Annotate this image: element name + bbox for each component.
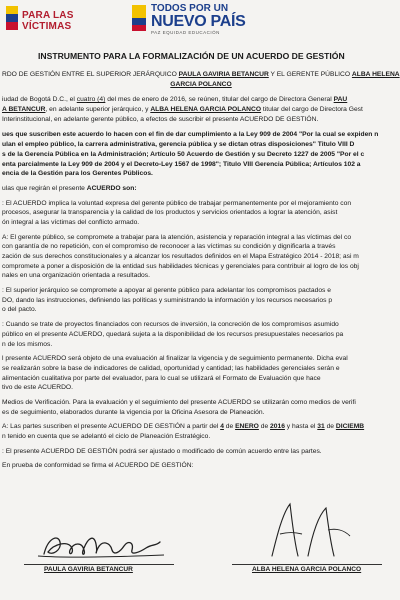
text-run: PAULA GAVIRIA BETANCUR (178, 71, 269, 78)
text-line (0, 408, 400, 418)
text-run: 2016 (270, 423, 285, 431)
text-line (0, 150, 400, 160)
text-run: A: El gerente público, se compromete a trabajar para la atención, asistencia y reparación integral a las víctimas del co (2, 233, 352, 241)
text-run: procesos, asegurar la transparencia y la calidad de los productos y servicios orientados a lograr la atención, asist (2, 209, 338, 217)
text-run: DICIEMB (335, 423, 365, 431)
text-line (0, 374, 400, 384)
paragraph-parties (0, 70, 400, 89)
text-line (0, 184, 400, 194)
text-run: alimentación cualitativa por parte del evaluador, para lo cual se utilizará el Formato de Evaluación que hace (2, 374, 321, 382)
text-run: A: Las partes suscriben el presente ACUERDO DE GESTIÓN a partir del (2, 423, 221, 431)
paragraph-legal-basis (0, 130, 400, 178)
clause-first (0, 199, 400, 228)
text-run: ulan el empleo público, la carrera administrativa, gerencia pública y se dictan otras disposiciones" Titulo VIII D (2, 141, 355, 149)
text-line (0, 80, 400, 90)
handwritten-signature-left (24, 528, 174, 562)
text-run: : El presente ACUERDO DE GESTIÓN podrá ser ajustado o modificado de común acuerdo entre las partes. (2, 447, 322, 455)
clause-second (0, 233, 400, 281)
text-run: tivo de este ACUERDO. (2, 384, 73, 392)
signer-name-right: ALBA HELENA GARCIA POLANCO (252, 566, 362, 573)
text-run: Y EL GERENTE PÚBLICO (268, 71, 352, 78)
text-run: ues que suscriben este acuerdo lo hacen con el fin de dar cumplimiento a la Ley 909 de 2004 "Por la cual se expiden n (2, 131, 379, 139)
text-line (0, 262, 400, 272)
clause-fourth (0, 320, 400, 349)
text-line (0, 160, 400, 170)
text-run: compromete a poner a disposición de la entidad sus habilidades técnicas y gerenciales para contribuir al logro de los obj (2, 262, 359, 270)
text-run: ENERO (235, 423, 259, 431)
text-run: l presente ACUERDO será objeto de una evaluación al finalizar la vigencia y de seguimiento permanente. Dicha eval (2, 355, 348, 363)
text-run: : El ACUERDO implica la voluntad expresa del gerente público de trabajar permanentemente por el mejoramiento con (2, 199, 352, 207)
text-run: En prueba de conformidad se firma el ACUERDO DE GESTIÓN: (2, 462, 194, 470)
text-line (0, 271, 400, 281)
text-run: ALBA HELENA (351, 71, 400, 78)
text-line (0, 140, 400, 150)
text-run: ón integral a las víctimas del conflicto armado. (2, 218, 140, 226)
text-line (0, 169, 400, 179)
text-run: de (223, 423, 236, 431)
text-line (0, 432, 400, 442)
text-run: enta parcialmente la Ley 909 de 2004 y el Decreto-Ley 1567 de 1998"; Titulo VIII Gerencia Pública; Artículos 102 a (2, 160, 361, 168)
text-run: GARCIA POLANCO (170, 80, 232, 88)
logo-right-line2: NUEVO PAÍS (151, 13, 246, 30)
logo-right-line3: PAZ EQUIDAD EDUCACIÓN (151, 30, 220, 35)
text-run: iudad de Bogotá D.C., el (2, 96, 77, 104)
text-run: nales en una organización orientada a resultados. (2, 272, 150, 280)
text-line (0, 242, 400, 252)
text-run: se realizarán sobre la base de indicadores de calidad, oportunidad y cantidad; las habilidades gerenciales serán e (2, 364, 340, 372)
text-run: del mes de enero de 2016, se reúnen, titular del cargo de Directora General (105, 96, 334, 104)
text-run: con garantía de no repetición, con el compromiso de reconocer a las víctimas su condición y dignificarla a través (2, 243, 336, 251)
paragraph-meeting (0, 95, 400, 124)
document-title: INSTRUMENTO PARA LA FORMALIZACIÓN DE UN ACUERDO DE GESTIÓN (38, 51, 345, 61)
text-line (0, 364, 400, 374)
text-line (0, 398, 400, 408)
text-run: : El superior jerárquico se compromete a apoyar al gerente público para adelantar los compromisos pactados e (2, 287, 331, 295)
text-run: zación de sus derechos constitucionales y a alcanzar los resultados definidos en el Mapa Estratégico 2014 - 2018; asi m (2, 253, 359, 260)
text-line (0, 115, 400, 125)
signature-line-left (24, 564, 174, 565)
text-run: 4 (220, 423, 224, 431)
colombia-flag-icon (132, 5, 146, 31)
text-run: o del pacto. (2, 306, 37, 314)
signature-block-left (24, 528, 174, 573)
text-run: Medios de Verificación. Para la evaluación y el seguimiento del presente ACUERDO se utilizarán como medios de verifi (2, 398, 356, 406)
text-run: n tenido en cuenta que se adelantó el ciclo de Planeación Estratégico. (2, 433, 211, 440)
text-line (0, 305, 400, 315)
handwritten-signature-right (232, 500, 382, 562)
text-line (0, 340, 400, 350)
text-run: A BETANCUR (2, 106, 46, 114)
text-run: RDO DE GESTIÓN ENTRE EL SUPERIOR JERÁRQUICO (2, 71, 179, 78)
document-body (0, 70, 400, 471)
text-line (0, 218, 400, 228)
clause-third (0, 286, 400, 315)
text-run: encia de la Gestión para los Gerentes Públicos. (2, 170, 153, 178)
text-run: : Cuando se trate de proyectos financiados con recursos de inversión, la concreción de los compromisos asumido (2, 321, 339, 329)
text-run: de (258, 423, 271, 431)
text-run: DO, dando las instrucciones, definiendo las políticas y suministrando la información y los recursos necesarios p (2, 296, 333, 304)
text-run: 31 (317, 423, 325, 431)
text-line (0, 208, 400, 218)
text-run: de (324, 423, 336, 431)
text-line (0, 461, 400, 471)
text-run: s de la Gerencia Pública en la Administración; Artículo 50 Acuerdo de Gestión y su Decreto 1227 de 2005 "Por el c (2, 150, 365, 158)
clause-seventh (0, 422, 400, 441)
text-run: Interinstitucional, en adelante gerente público, a efectos de suscribir el presente ACUERDO DE GESTIÓN. (2, 115, 319, 123)
text-line (0, 95, 400, 105)
signer-name-left: PAULA GAVIRIA BETANCUR (44, 566, 133, 573)
text-line (0, 422, 400, 432)
text-line (0, 70, 400, 80)
text-run: ACUERDO son: (86, 184, 137, 192)
text-line (0, 330, 400, 340)
text-run: y hasta el (284, 423, 318, 431)
text-run: titular del cargo de Directora Gest (261, 106, 363, 114)
text-run: público en el presente ACUERDO, quedará sujeta a la disponibilidad de los recursos presupuestales necesarios pa (2, 330, 344, 338)
victims-unit-logo (6, 4, 116, 34)
text-line (0, 320, 400, 330)
logo-color-bars (6, 6, 18, 30)
closing-statement (0, 461, 400, 471)
government-logo (132, 2, 292, 36)
paragraph-clauses-intro (0, 184, 400, 194)
text-line (0, 130, 400, 140)
text-run: n de los mismos. (2, 340, 53, 348)
logo-left-text: PARA LAS VÍCTIMAS (22, 10, 74, 32)
text-line (0, 233, 400, 243)
text-run: ulas que regirán el presente (2, 184, 87, 192)
text-line (0, 105, 400, 115)
text-line (0, 383, 400, 393)
text-run: ALBA HELENA GARCIA POLANCO (150, 106, 262, 114)
signature-block-right (232, 500, 382, 573)
text-line (0, 286, 400, 296)
clause-sixth (0, 398, 400, 417)
text-run: cuatro (4) (76, 96, 106, 104)
text-line (0, 447, 400, 457)
text-run: PAU (333, 96, 348, 104)
text-line (0, 252, 400, 262)
signature-line-right (232, 564, 382, 565)
text-run: es de seguimiento, elaborados durante la vigencia por la Oficina Asesora de Planeación. (2, 408, 265, 416)
clause-fifth (0, 354, 400, 393)
clause-eighth (0, 447, 400, 457)
text-line (0, 199, 400, 209)
text-run: , en adelante superior jerárquico, y (45, 106, 151, 114)
text-line (0, 354, 400, 364)
text-line (0, 296, 400, 306)
logo-right-line1: TODOS POR UN (151, 3, 229, 14)
